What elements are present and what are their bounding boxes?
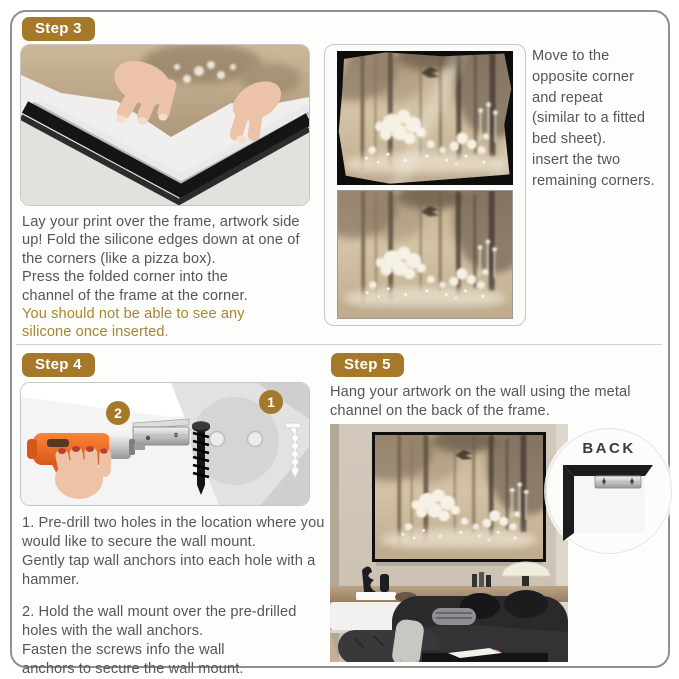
living-room-photo xyxy=(330,424,568,662)
callout-1 xyxy=(259,390,283,414)
step3-badge: Step 3 xyxy=(22,17,95,41)
back-label: BACK xyxy=(582,440,636,457)
svg-text:1: 1 xyxy=(267,394,275,410)
step4-badge: Step 4 xyxy=(22,353,95,377)
coffee-table xyxy=(422,648,548,662)
section-divider xyxy=(16,344,662,345)
note-line: (similar to a fitted xyxy=(532,110,646,127)
wall-art-print xyxy=(347,424,565,559)
instruction-line: 2. Hold the wall mount over the pre-drilled xyxy=(22,604,297,620)
step5-caption xyxy=(330,383,631,421)
metal-channel-icon xyxy=(595,476,641,488)
instruction-line: channel of the frame at the corner. xyxy=(22,287,248,304)
warning-line: silicone once inserted. xyxy=(22,324,169,341)
living-room-graphic xyxy=(330,424,568,662)
instruction-line: hammer. xyxy=(22,572,80,588)
instruction-line: Fasten the screws info the wall xyxy=(22,642,225,658)
step3-result-panel xyxy=(324,44,526,326)
instruction-line: Lay your print over the frame, artwork side xyxy=(22,214,300,230)
step3-photo-graphic xyxy=(21,45,309,205)
instruction-line: holes with the wall anchors. xyxy=(22,623,204,639)
wall-mount-icon xyxy=(133,419,189,445)
frame-back-corner-graphic xyxy=(547,429,669,551)
caption-line: channel on the back of the frame. xyxy=(330,403,550,419)
instruction-line: Press the folded corner into the xyxy=(22,269,229,286)
warning-line: You should not be able to see any xyxy=(22,306,245,323)
note-line: opposite corner xyxy=(532,68,635,85)
step5-badge: Step 5 xyxy=(331,353,404,377)
callout-2 xyxy=(106,401,130,425)
instruction-line: up! Fold the silicone edges down at one of xyxy=(22,232,300,249)
note-line: and repeat xyxy=(532,89,603,106)
instruction-line: the corners (like a pizza box). xyxy=(22,250,216,267)
note-line: remaining corners. xyxy=(532,172,655,189)
note-line: bed sheet). xyxy=(532,131,607,148)
instruction-line: would like to secure the wall mount. xyxy=(22,534,256,550)
print-finished-image xyxy=(337,190,513,319)
drill-hole xyxy=(210,432,225,447)
step3-instructions xyxy=(22,213,300,342)
instruction-line: anchors to secure the wall mount. xyxy=(22,661,244,677)
step4-illustration xyxy=(20,382,310,506)
step4-illustration-graphic xyxy=(21,383,309,505)
step3-side-note xyxy=(532,46,655,192)
note-line: insert the two xyxy=(532,151,621,168)
step4-instructions xyxy=(22,514,325,679)
print-wrinkled-image xyxy=(337,51,513,185)
svg-text:2: 2 xyxy=(114,405,122,421)
instruction-line: 1. Pre-drill two holes in the location where you xyxy=(22,515,325,531)
instruction-line: Gently tap wall anchors into each hole with a xyxy=(22,553,316,569)
drill-hole xyxy=(248,432,263,447)
back-detail-callout xyxy=(546,428,672,554)
step3-photo xyxy=(20,44,310,206)
caption-line: Hang your artwork on the wall using the metal xyxy=(330,384,631,400)
note-line: Move to the xyxy=(532,48,610,64)
